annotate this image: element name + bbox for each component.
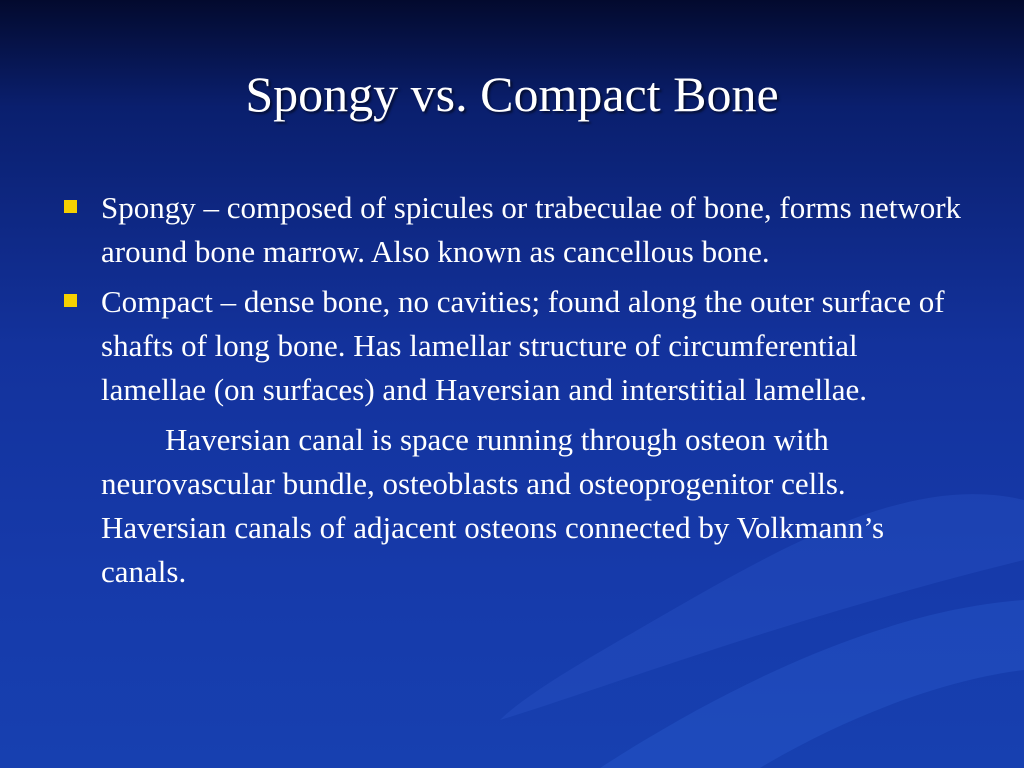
haversian-paragraph: Haversian canal is space running through osteon with neurovascular bundle, osteoblasts and osteoprogenitor cells. Haversian canals of adjacent osteons connected by Volkmann’s canals. (101, 422, 885, 589)
square-bullet-icon (64, 294, 77, 307)
bullet-item-spongy (62, 186, 962, 274)
bullet-item-compact (62, 280, 962, 412)
swoosh-band-lower (600, 600, 1024, 768)
bullet-list (62, 186, 962, 594)
bullet-text: Compact – dense bone, no cavities; found along the outer surface of shafts of long bone. Has lamellar structure of circumferential lamellae (on surfaces) and Haversian and interstitial lamellae. (101, 284, 945, 407)
square-bullet-icon (64, 200, 77, 213)
sub-paragraph-item (62, 418, 962, 594)
slide-title: Spongy vs. Compact Bone (245, 66, 779, 122)
bullet-text: Spongy – composed of spicules or trabeculae of bone, forms network around bone marrow. Also known as cancellous bone. (101, 190, 962, 269)
